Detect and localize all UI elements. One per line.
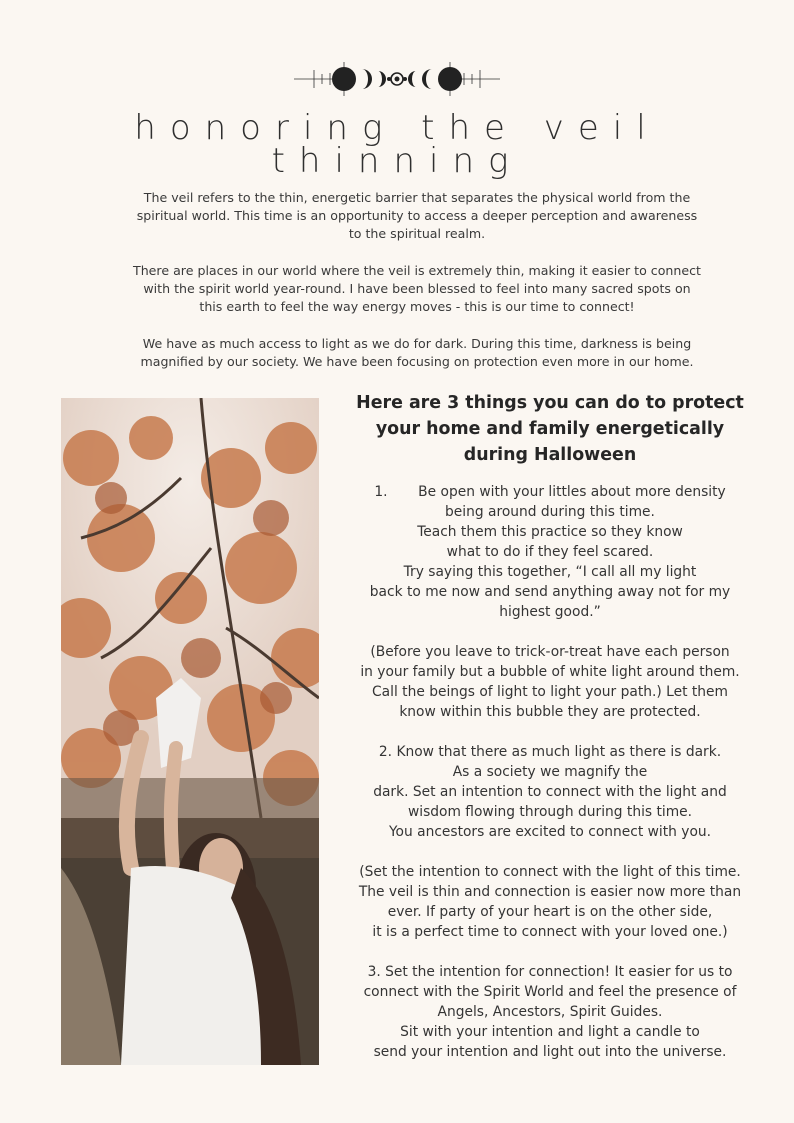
page-title-line-2: thinning <box>271 141 523 181</box>
intro-paragraph-3: We have as much access to light as we do for dark. During this time, darkness is being magnified by our society. We have been focusing on protection even more in our home. <box>140 335 694 369</box>
moon-phases-icon <box>292 58 502 100</box>
tip-paragraph-4: (Set the intention to connect with the light of this time. The veil is thin and connection is easier now more than ever. If party of your heart is on the other side, it is a perfect time to connect with your loved one.) <box>358 864 742 940</box>
tips-heading: Here are 3 things you can do to protect your home and family energetically during Halloween <box>356 393 744 465</box>
tip-paragraph-1: 1. Be open with your littles about more density being around during this time. Teach them this practice so they know what to do if they feel scared. Try saying this together, “I call all my light back to me now and send anything away not for my highest good.” <box>369 484 731 620</box>
intro-text <box>110 189 724 389</box>
tip-paragraph-5: 3. Set the intention for connection! It easier for us to connect with the Spirit World and feel the presence of Angels, Ancestors, Spirit Guides. Sit with your intention and light a candle to send your intention and light out into the universe. <box>363 964 737 1060</box>
tips-body <box>344 482 756 1062</box>
tip-paragraph-3: 2. Know that there as much light as there is dark. As a society we magnify the dark. Set an intention to connect with the light and wisdom flowing through during this time. You ancestors are excited to connect with you. <box>373 744 727 840</box>
tips-column <box>344 390 756 1082</box>
page-title-line-1: honoring the veil <box>134 108 660 148</box>
photo-illustration <box>61 398 319 1065</box>
woman-holding-crystal-photo <box>61 398 319 1065</box>
intro-paragraph-1: The veil refers to the thin, energetic barrier that separates the physical world from the spiritual world. This time is an opportunity to access a deeper perception and awareness to the spiritual realm. <box>136 190 698 242</box>
tip-paragraph-2: (Before you leave to trick-or-treat have each person in your family but a bubble of white light around them. Call the beings of light to light your path.) Let them know within this bubble they are protected. <box>360 644 740 720</box>
intro-paragraph-2: There are places in our world where the veil is extremely thin, making it easier to connect with the spirit world year-round. I have been blessed to feel into many sacred spots on this earth to feel the way energy moves - this is our time to connect! <box>133 262 701 315</box>
